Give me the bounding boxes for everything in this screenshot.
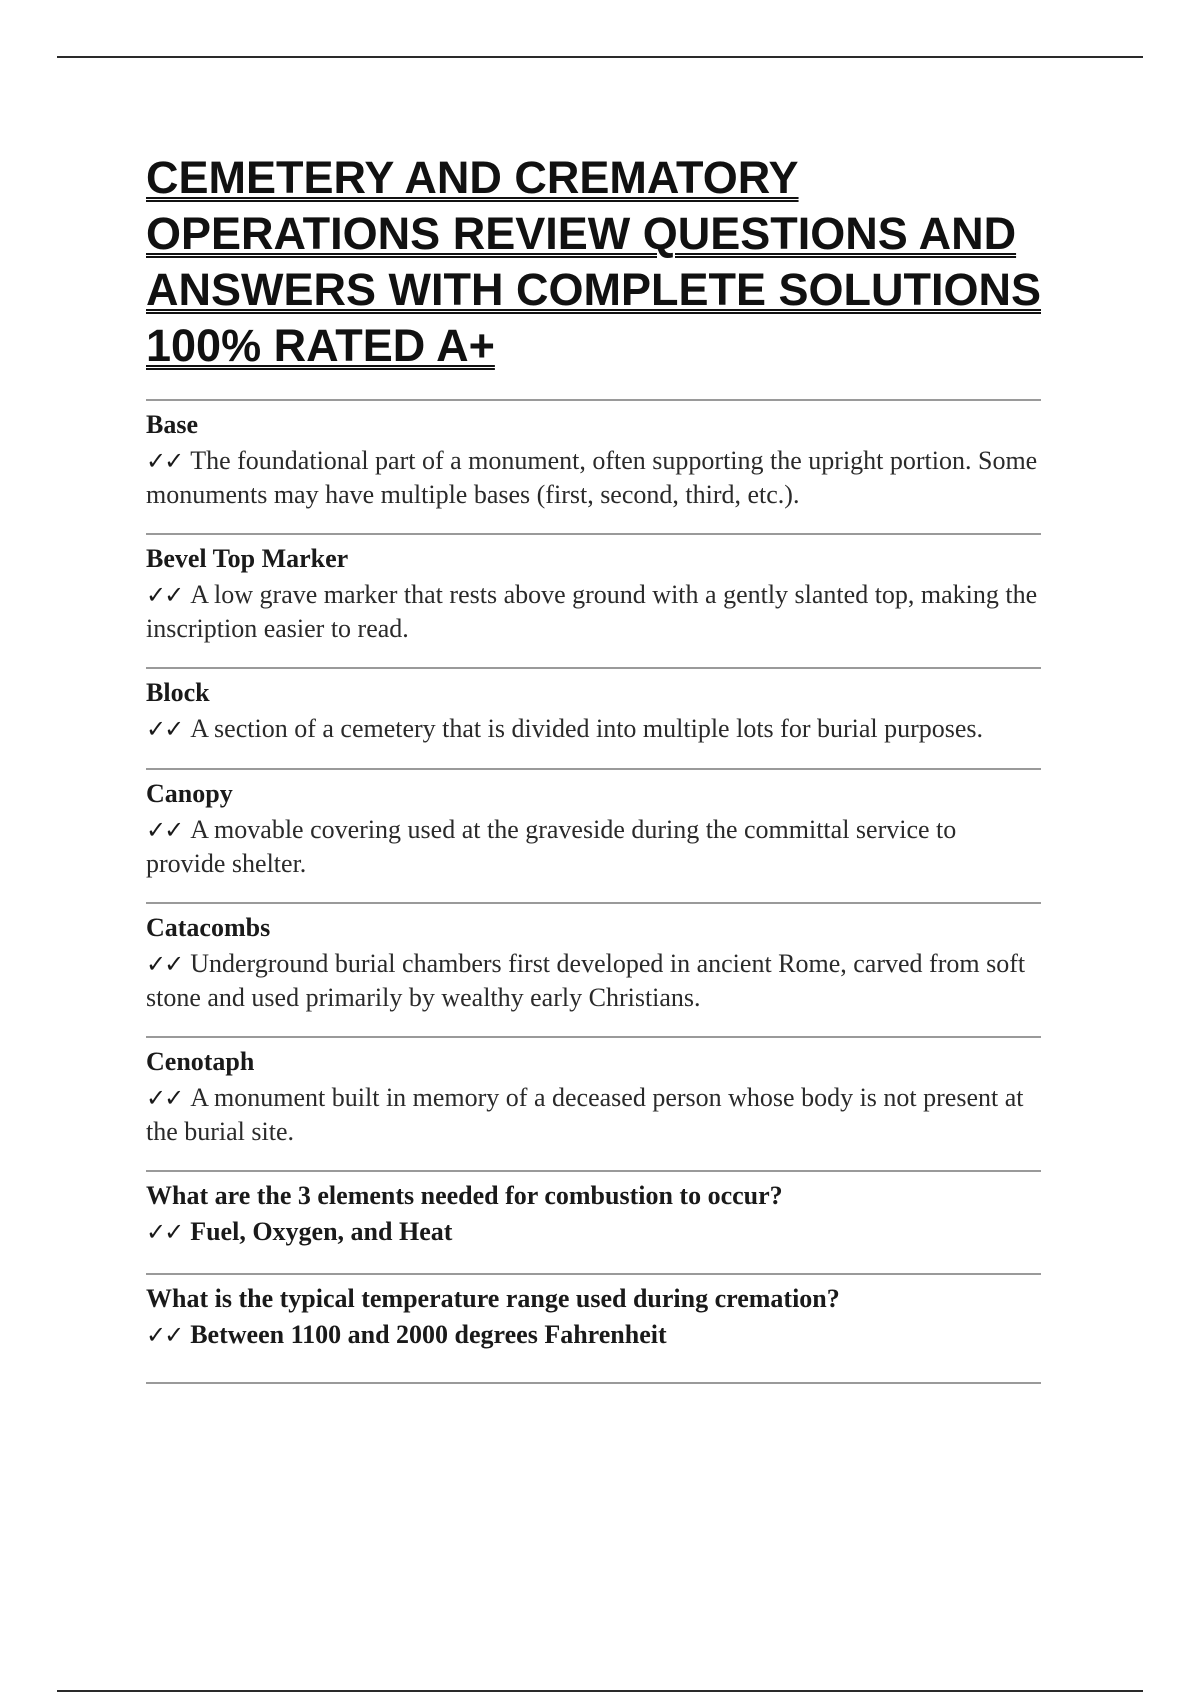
page-top-rule — [57, 56, 1143, 58]
qa-definition — [146, 813, 1041, 880]
qa-definition — [146, 1081, 1041, 1148]
double-check-icon: ✓✓ — [146, 816, 183, 844]
qa-definition — [146, 947, 1041, 1014]
qa-item-catacombs — [146, 904, 1041, 1038]
qa-term: Bevel Top Marker — [146, 544, 349, 573]
double-check-icon: ✓✓ — [146, 581, 183, 609]
qa-answer-text: Between 1100 and 2000 degrees Fahrenheit — [190, 1320, 667, 1349]
qa-definition — [146, 712, 1041, 746]
qa-term: Cenotaph — [146, 1047, 255, 1076]
document-body — [146, 150, 1041, 1384]
qa-item-cremation-temperature — [146, 1275, 1041, 1384]
qa-term: Catacombs — [146, 913, 271, 942]
double-check-icon: ✓✓ — [146, 1084, 183, 1112]
qa-definition-text: A monument built in memory of a deceased person whose body is not present at the burial site. — [146, 1083, 1024, 1146]
double-check-icon: ✓✓ — [146, 1218, 183, 1246]
qa-definition-text: A low grave marker that rests above ground with a gently slanted top, making the inscription easier to read. — [146, 580, 1038, 643]
qa-list — [146, 401, 1041, 1384]
qa-item-block — [146, 669, 1041, 770]
qa-definition-text: The foundational part of a monument, often supporting the upright portion. Some monuments may have multiple bases (first, second, third, etc.). — [146, 446, 1038, 509]
double-check-icon: ✓✓ — [146, 1321, 183, 1349]
qa-answer-text: Fuel, Oxygen, and Heat — [190, 1217, 453, 1246]
qa-definition-text: A section of a cemetery that is divided into multiple lots for burial purposes. — [190, 714, 984, 743]
qa-term: Base — [146, 410, 198, 439]
page-bottom-rule — [57, 1690, 1143, 1692]
document-title: CEMETERY AND CREMATORY OPERATIONS REVIEW QUESTIONS AND ANSWERS WITH COMPLETE SOLUTIONS 100% RATED A+ — [146, 152, 1041, 371]
qa-term: Canopy — [146, 779, 233, 808]
qa-definition-text: A movable covering used at the graveside during the committal service to provide shelter. — [146, 815, 957, 878]
qa-answer — [146, 1215, 1041, 1249]
qa-question: What are the 3 elements needed for combustion to occur? — [146, 1181, 783, 1210]
qa-item-bevel-top-marker — [146, 535, 1041, 669]
double-check-icon: ✓✓ — [146, 447, 183, 475]
qa-definition — [146, 578, 1041, 645]
qa-item-canopy — [146, 770, 1041, 904]
double-check-icon: ✓✓ — [146, 715, 183, 743]
double-check-icon: ✓✓ — [146, 950, 183, 978]
qa-question: What is the typical temperature range used during cremation? — [146, 1284, 840, 1313]
qa-item-base — [146, 401, 1041, 535]
qa-item-cenotaph — [146, 1038, 1041, 1172]
qa-definition — [146, 444, 1041, 511]
qa-definition-text: Underground burial chambers first developed in ancient Rome, carved from soft stone and used primarily by wealthy early Christians. — [146, 949, 1026, 1012]
qa-item-combustion — [146, 1172, 1041, 1275]
qa-term: Block — [146, 678, 210, 707]
qa-answer — [146, 1318, 1041, 1352]
